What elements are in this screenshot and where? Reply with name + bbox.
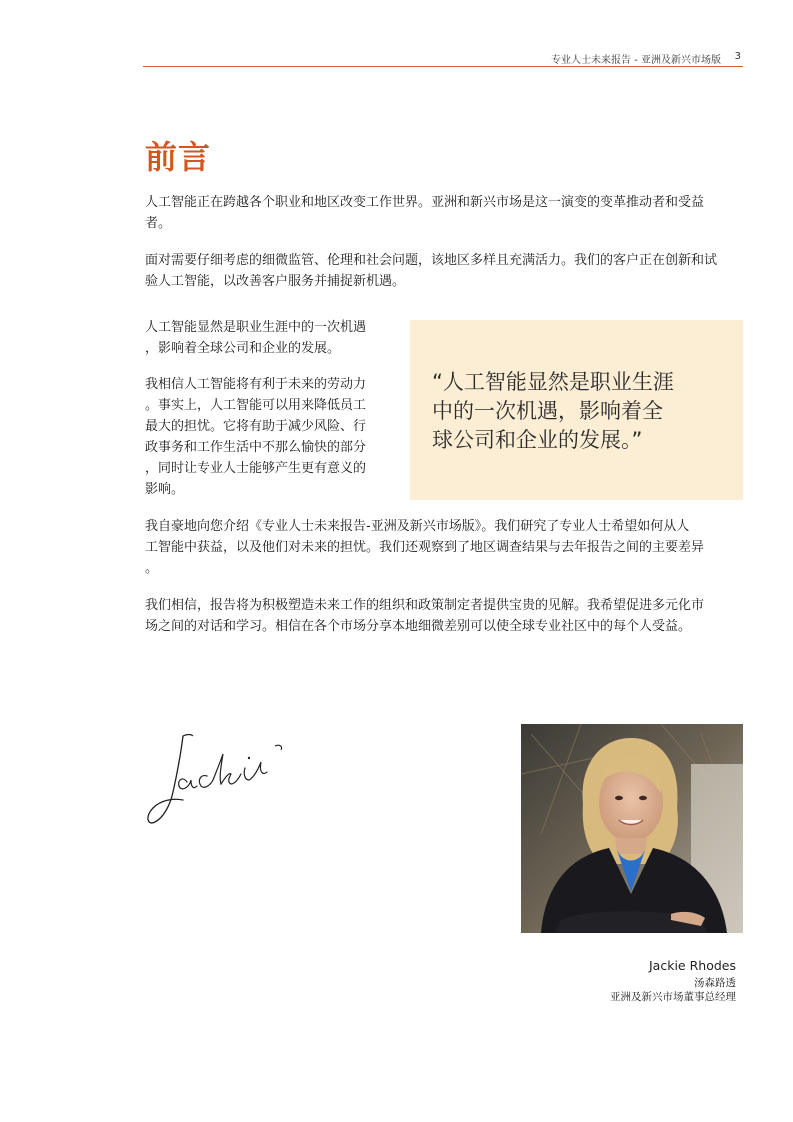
- page-heading: 前言: [145, 138, 212, 176]
- left-paragraph-1: [145, 317, 405, 359]
- portrait-image: [521, 724, 743, 933]
- page-number: 3: [734, 51, 741, 62]
- intro-paragraph-2: 面对需要仔细考虑的细微监管、伦理和社会问题，该地区多样且充满活力。我们的客户正在创新和试验人工智能，以改善客户服务并捕捉新机遇。: [145, 253, 718, 289]
- signatory-company: 汤森路透: [694, 977, 736, 989]
- intro-paragraph-1: 人工智能正在跨越各个职业和地区改变工作世界。亚洲和新兴市场是这一演变的变革推动者和受益者。: [145, 195, 705, 231]
- text-line: 我们相信，报告将为积极塑造未来工作的组织和政策制定者提供宝贵的见解。我希望促进多元化市: [145, 598, 705, 613]
- signatory-role: 亚洲及新兴市场董事总经理: [610, 991, 736, 1003]
- text-line: 人工智能显然是职业生涯中的一次机遇: [145, 320, 367, 335]
- quote-line: 球公司和企业的发展。”: [432, 428, 643, 452]
- handwritten-signature: [143, 722, 299, 830]
- text-line: 政事务和工作生活中不那么愉快的部分: [145, 440, 367, 455]
- page-header: [143, 44, 743, 67]
- text-line: ，同时让专业人士能够产生更有意义的: [145, 461, 367, 476]
- text-line: 场之间的对话和学习。相信在各个市场分享本地细微差别可以使全球专业社区中的每个人受益。: [145, 619, 692, 634]
- quote-line: “人工智能显然是职业生涯: [432, 370, 674, 394]
- text-line: 我相信人工智能将有利于未来的劳动力: [145, 377, 367, 392]
- quote-line: 中的一次机遇，影响着全: [432, 399, 663, 423]
- text-line: ，影响着全球公司和企业的发展。: [145, 341, 341, 356]
- text-line: 影响。: [145, 482, 185, 497]
- signatory-name: Jackie Rhodes: [649, 958, 736, 973]
- portrait-photo: [521, 724, 743, 933]
- text-line: 我自豪地向您介绍《专业人士未来报告-亚洲及新兴市场版》。我们研究了专业人士希望如何从人: [145, 519, 690, 534]
- pull-quote: [432, 368, 722, 455]
- left-paragraph-2: [145, 374, 405, 500]
- body-paragraph-4: [145, 595, 735, 637]
- report-title: 专业人士未来报告 - 亚洲及新兴市场版: [551, 55, 721, 66]
- pull-quote-box: [410, 320, 743, 500]
- text-line: 。事实上，人工智能可以用来降低员工: [145, 398, 367, 413]
- text-line: 最大的担忧。它将有助于减少风险、行: [145, 419, 367, 434]
- body-paragraph-3: [145, 516, 735, 579]
- text-line: 。: [145, 561, 159, 576]
- text-line: 工智能中获益，以及他们对未来的担忧。我们还观察到了地区调查结果与去年报告之间的主要差异: [145, 540, 705, 555]
